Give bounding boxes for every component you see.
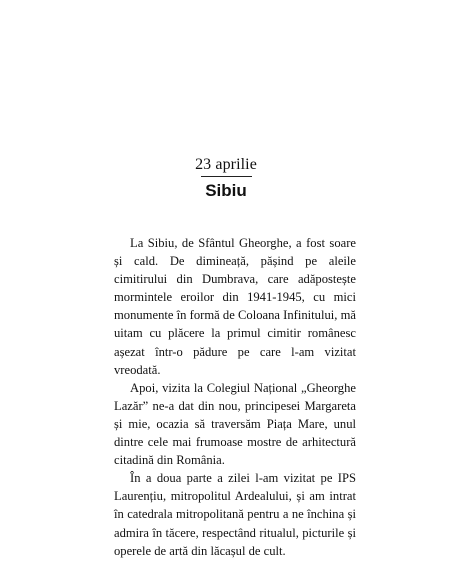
paragraph-3: În a doua parte a zilei l-am vizitat pe IPS Laurențiu, mitropolitul Ardealului, și am intrat în catedrala mitropolitană pentru a ne închina și admira în tăcere, respectând ritualul, picturile și operele de artă din lăcașul de cult. [114,471,356,558]
paragraph-2: Apoi, vizita la Colegiul Național „Gheorghe Lazăr” ne-a dat din nou, principesei Margareta și mie, ocazia să traversăm Piața Mare, unul dintre cele mai frumoase mostre de arhitectură citadină din România. [114,380,356,468]
entry-title: Sibiu [205,181,247,200]
entry-body [114,234,356,560]
entry-date: 23 aprilie [195,156,257,173]
paragraph-1: La Sibiu, de Sfântul Gheorghe, a fost soare și cald. De dimineață, pășind pe aleile cimitirului din Dumbrava, care adăpostește mormintele eroilor din 1941-1945, cu mici monumente în formă de Coloana Infinitului, mă uitam cu plăcere la primul cimitir românesc așezat într-o pădure pe care l-am vizitat vreodată. [114,236,356,377]
date-underline [201,176,252,177]
